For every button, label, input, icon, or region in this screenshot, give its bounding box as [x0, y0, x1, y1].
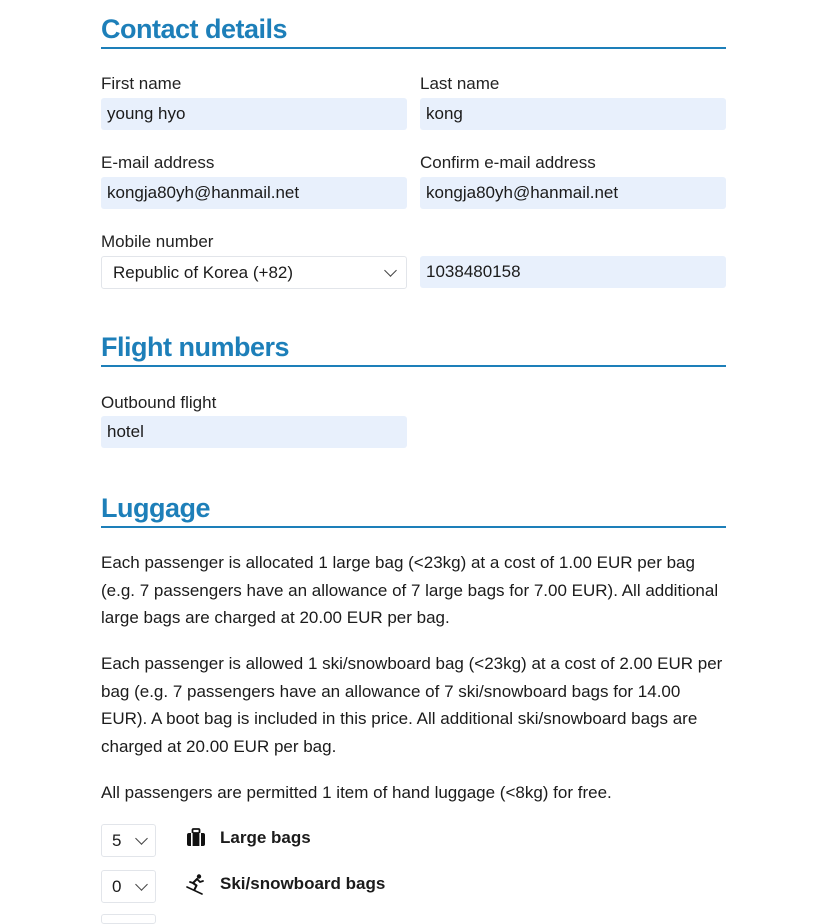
- email-field[interactable]: [101, 177, 407, 209]
- first-name-field[interactable]: [101, 98, 407, 130]
- large-bags-quantity-value: 5: [112, 831, 122, 850]
- email-label: E-mail address: [101, 153, 215, 172]
- luggage-large-bag-info: Each passenger is allocated 1 large bag (<23kg) at a cost of 1.00 EUR per bag (e.g. 7 passengers have an allowance of 7 large bags for 7.00 EUR). All additional large bags are charged at 20.00 EUR per bag.: [101, 553, 719, 627]
- section-divider: [101, 47, 726, 49]
- skier-icon: [185, 873, 207, 895]
- confirm-email-field[interactable]: [420, 177, 726, 209]
- confirm-email-label: Confirm e-mail address: [420, 153, 596, 172]
- large-bags-quantity-select[interactable]: [101, 824, 156, 857]
- ski-bags-label: Ski/snowboard bags: [220, 874, 386, 893]
- flight-numbers-heading: Flight numbers: [101, 332, 289, 362]
- mobile-label: Mobile number: [101, 232, 214, 251]
- country-code-select[interactable]: [101, 256, 407, 289]
- ski-bags-quantity-select[interactable]: [101, 870, 156, 903]
- luggage-ski-bag-info: Each passenger is allowed 1 ski/snowboard bag (<23kg) at a cost of 2.00 EUR per bag (e.g. 7 passengers have an allowance of 7 ski/snowboard bags for 14.00 EUR). A boot bag is included in this price. All additional ski/snowboard bags are charged at 20.00 EUR per bag.: [101, 654, 723, 756]
- next-quantity-select[interactable]: [101, 914, 156, 924]
- chevron-down-icon: [135, 832, 148, 845]
- luggage-hand-luggage-info: All passengers are permitted 1 item of hand luggage (<8kg) for free.: [101, 783, 612, 802]
- outbound-flight-label: Outbound flight: [101, 393, 217, 412]
- country-code-value: Republic of Korea (+82): [113, 263, 294, 282]
- large-bags-label: Large bags: [220, 828, 311, 847]
- contact-details-heading: Contact details: [101, 14, 288, 44]
- first-name-label: First name: [101, 74, 182, 93]
- chevron-down-icon: [135, 878, 148, 891]
- last-name-label: Last name: [420, 74, 500, 93]
- mobile-number-field[interactable]: [420, 256, 726, 288]
- outbound-flight-field[interactable]: [101, 416, 407, 448]
- suitcase-icon: [185, 827, 207, 849]
- ski-bags-quantity-value: 0: [112, 877, 122, 896]
- luggage-heading: Luggage: [101, 493, 210, 523]
- section-divider: [101, 526, 726, 528]
- chevron-down-icon: [384, 264, 397, 277]
- last-name-field[interactable]: [420, 98, 726, 130]
- section-divider: [101, 365, 726, 367]
